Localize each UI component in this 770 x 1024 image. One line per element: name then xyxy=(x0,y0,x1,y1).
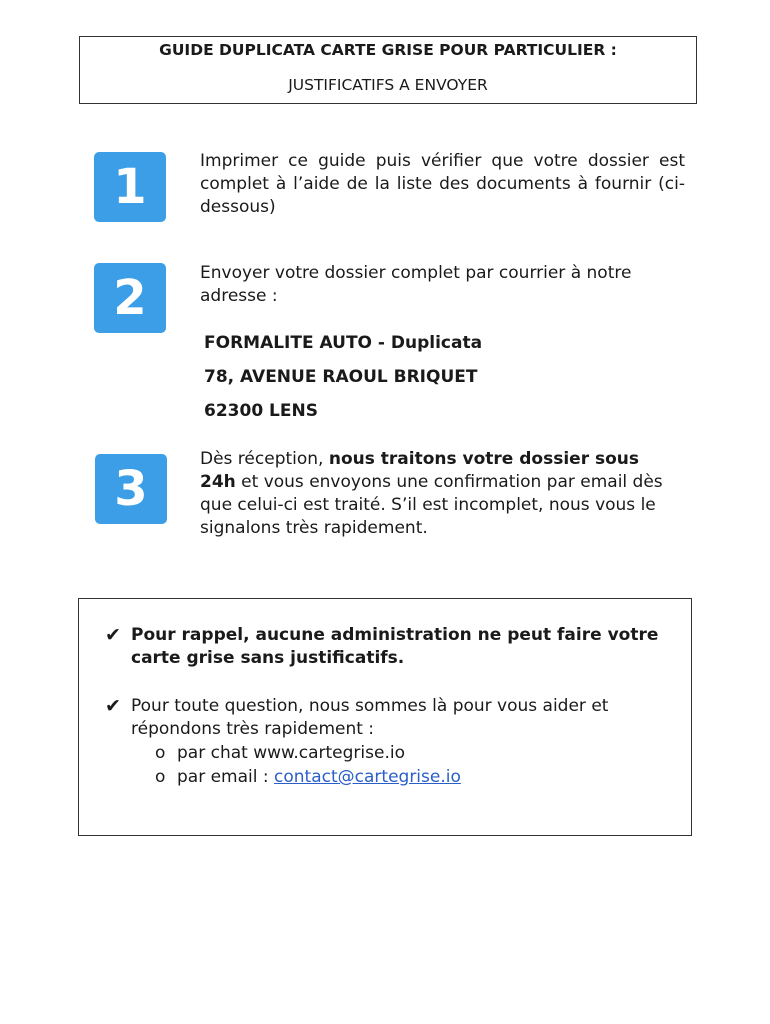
address-line-2: 78, AVENUE RAOUL BRIQUET xyxy=(204,367,478,387)
address-line-3: 62300 LENS xyxy=(204,401,318,421)
email-prefix: par email : xyxy=(177,767,275,787)
check-icon: ✔ xyxy=(105,695,121,717)
reminder-text: Pour rappel, aucune administration ne peut faire votre carte grise sans justificatifs. xyxy=(131,625,659,668)
header-box xyxy=(79,36,697,104)
question-text: Pour toute question, nous sommes là pour vous aider et répondons très rapidement : xyxy=(131,696,609,739)
chat-item xyxy=(155,742,405,765)
step-3-badge: 3 xyxy=(95,454,167,524)
email-item xyxy=(155,766,461,789)
step-2-badge: 2 xyxy=(94,263,166,333)
step-1-text: Imprimer ce guide puis vérifier que votre dossier est complet à l’aide de la liste des documents à fournir (ci-dessous) xyxy=(200,151,685,217)
reminder-bullet xyxy=(105,624,675,670)
check-icon: ✔ xyxy=(105,624,121,646)
step-1-badge: 1 xyxy=(94,152,166,222)
list-marker: o xyxy=(155,743,166,763)
step-3-text-post: et vous envoyons une confirmation par email dès que celui-ci est traité. S’il est incomplet, nous vous le signalons très rapidement. xyxy=(200,472,663,538)
page-subtitle: JUSTIFICATIFS A ENVOYER xyxy=(288,76,488,94)
email-link[interactable]: contact@cartegrise.io xyxy=(274,767,461,787)
step-3-text xyxy=(200,448,680,540)
page-title: GUIDE DUPLICATA CARTE GRISE POUR PARTICULIER : xyxy=(159,41,617,59)
question-bullet xyxy=(105,695,675,741)
step-2-text: Envoyer votre dossier complet par courrier à notre adresse : xyxy=(200,263,632,306)
step-3-text-pre: Dès réception, xyxy=(200,449,329,469)
step-3-text-bold: nous traitons votre dossier sous 24h xyxy=(200,449,640,492)
chat-text: par chat www.cartegrise.io xyxy=(177,743,405,763)
address-line-1: FORMALITE AUTO - Duplicata xyxy=(204,333,483,353)
list-marker: o xyxy=(155,767,166,787)
reminder-box xyxy=(78,598,692,836)
